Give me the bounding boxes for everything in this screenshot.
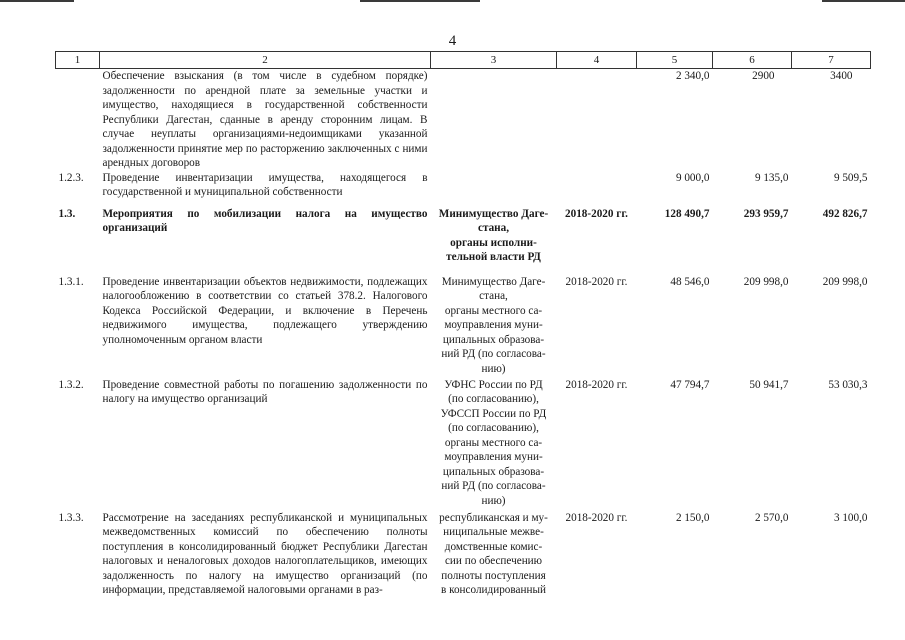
row-executor	[431, 511, 557, 599]
row-years	[557, 171, 637, 207]
row-value-2018: 2 340,0	[675, 70, 710, 82]
row-value-2019: 50 941,7	[749, 378, 789, 391]
header-cell: 2	[100, 52, 431, 69]
row-executor	[431, 171, 557, 207]
row-value-2020: 53 030,3	[828, 378, 868, 391]
row-value-2018: 9 000,0	[675, 171, 710, 184]
executor-line: домственные комис-	[444, 540, 543, 553]
executor-line: ниципальные межве-	[443, 526, 544, 538]
row-name: Мероприятия по мобилизации налога на имущество организаций	[102, 207, 428, 234]
row-value-2020: 492 826,7	[822, 207, 868, 220]
row-value-2018: 47 794,7	[670, 378, 710, 391]
executor-line: УФССП России по РД	[440, 407, 547, 420]
table-row	[56, 69, 871, 171]
row-name: Проведение инвентаризации имущества, находящегося в государственной и муниципальной собственности	[102, 171, 428, 198]
row-value-2019: 209 998,0	[743, 275, 789, 288]
row-name: Проведение совместной работы по погашению задолженности по налогу на имущество организаций	[102, 378, 428, 405]
row-executor	[431, 207, 557, 275]
executor-line: ний РД (по согласова-	[441, 480, 546, 492]
executor-line: нию)	[481, 362, 506, 375]
row-value-2019: 2900	[752, 70, 775, 82]
table-row	[56, 378, 871, 511]
table-row	[56, 207, 871, 275]
executor-line: моуправления муни-	[444, 451, 543, 463]
row-code: 1.3.	[58, 207, 76, 220]
executor-line: ний РД (по согласова-	[441, 348, 546, 360]
row-code: 1.3.2.	[58, 378, 84, 391]
header-cell: 3	[431, 52, 557, 69]
row-value-2019: 293 959,7	[743, 207, 789, 220]
executor-line: полноты поступления	[441, 569, 546, 582]
row-years: 2018-2020 гг.	[565, 378, 628, 391]
row-executor	[431, 69, 557, 171]
executor-line: нию)	[481, 494, 506, 507]
page-number: 4	[448, 33, 457, 49]
executor-line: ципальных образова-	[442, 465, 545, 478]
row-years: 2018-2020 гг.	[565, 207, 628, 220]
scan-edge-mark	[0, 0, 74, 2]
row-value-2020: 3400	[830, 70, 853, 82]
executor-line: органы местного са-	[444, 304, 543, 317]
row-value-2018: 128 490,7	[664, 207, 710, 220]
row-value-2020: 209 998,0	[822, 275, 868, 288]
row-value-2020: 3 100,0	[833, 511, 868, 524]
row-executor	[431, 378, 557, 511]
executor-line: стана,	[477, 222, 510, 234]
row-value-2019: 9 135,0	[754, 171, 789, 184]
executor-line: ципальных образова-	[442, 333, 545, 346]
executor-line: в консолидированный	[441, 584, 546, 596]
header-cell: 7	[792, 52, 871, 69]
row-value-2018: 48 546,0	[670, 275, 710, 288]
row-code: 1.2.3.	[58, 171, 84, 184]
executor-line: Минимущество Даге-	[438, 207, 549, 220]
row-code: 1.3.1.	[58, 275, 84, 288]
header-cell: 4	[557, 52, 637, 69]
executor-line: сии по обеспечению	[444, 555, 543, 567]
row-name: Проведение инвентаризации объектов недвижимости, подлежащих налогообложению в соответствии со статьей 378.2. Налогового Кодекса Российской Федерации, и включение в Перечень недвижимого имущества, подлежащего утверждению уполномоченным органом власти	[102, 275, 428, 346]
scan-edge-mark	[822, 0, 905, 2]
executor-line: УФНС России по РД	[444, 378, 543, 391]
executor-line: стана,	[479, 290, 508, 302]
executor-line: органы исполни-	[450, 236, 537, 249]
row-years	[557, 69, 637, 171]
header-cell: 1	[56, 52, 100, 69]
executor-line: тельной власти РД	[446, 251, 541, 263]
table-row	[56, 511, 871, 599]
executor-line: моуправления муни-	[444, 319, 543, 331]
row-value-2019: 2 570,0	[754, 511, 789, 524]
row-years: 2018-2020 гг.	[565, 511, 628, 524]
plan-table	[55, 51, 871, 599]
executor-line: Минимущество Даге-	[441, 275, 546, 288]
table-row	[56, 171, 871, 207]
executor-line: (по согласованию),	[448, 422, 539, 434]
executor-line: республиканская и му-	[439, 511, 548, 524]
row-executor	[431, 275, 557, 378]
row-code: 1.3.3.	[58, 511, 84, 524]
row-years: 2018-2020 гг.	[565, 275, 628, 288]
header-cell: 6	[713, 52, 792, 69]
row-name: Обеспечение взыскания (в том числе в судебном порядке) задолженности по арендной плате за земельные участки и имущество, находящиеся в государственной собственности Республики Дагестан, сданные в аренду сторонним лицам. В случае неуплаты организациями-недоимщиками указанной задолженности принятие мер по расторжению заключенных с ними арендных договоров	[102, 70, 428, 169]
header-row	[56, 52, 871, 69]
executor-line: (по согласованию),	[448, 393, 539, 405]
executor-line: органы местного са-	[444, 436, 543, 449]
table-row	[56, 275, 871, 378]
row-value-2018: 2 150,0	[675, 511, 710, 524]
scan-edge-mark	[360, 0, 480, 2]
row-code	[56, 69, 100, 171]
header-cell: 5	[637, 52, 713, 69]
row-value-2020: 9 509,5	[833, 171, 868, 184]
row-name: Рассмотрение на заседаниях республиканской и муниципальных межведомственных комиссий по обеспечению полноты поступления в консолидированный бюджет Республики Дагестан налоговых и неналоговых доходов налогоплательщиков, имеющих задолженность по налогу на имущество организаций (по информации, представляемой налоговыми органами в раз-	[102, 511, 428, 596]
